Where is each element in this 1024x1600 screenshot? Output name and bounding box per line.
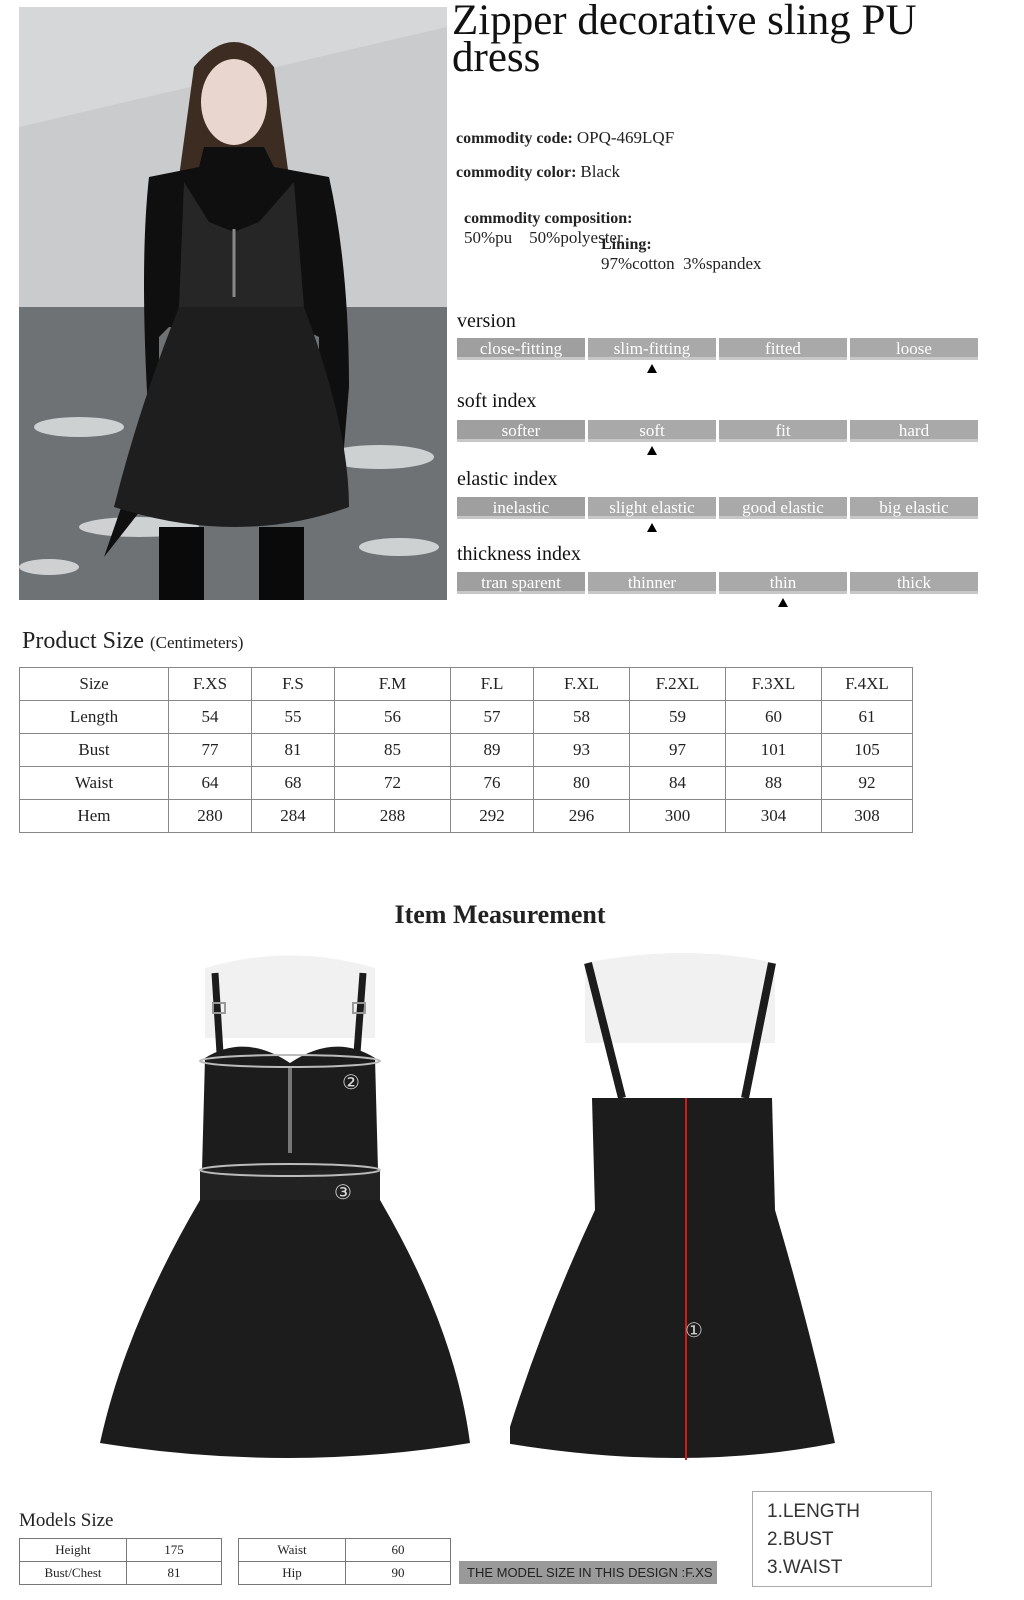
bust-value: 81	[127, 1562, 222, 1585]
table-cell: 89	[451, 734, 534, 767]
table-cell: 60	[726, 701, 822, 734]
commodity-code-label: commodity code:	[456, 130, 573, 147]
thickness-index-option: thinner	[588, 572, 716, 594]
version-marker	[647, 364, 657, 373]
lining-row	[593, 218, 762, 274]
table-cell: 280	[169, 800, 252, 833]
thickness-index-title: thickness index	[457, 543, 581, 565]
table-cell: 54	[169, 701, 252, 734]
table-cell: Bust	[20, 734, 169, 767]
elastic-index-title: elastic index	[457, 468, 558, 490]
table-cell: 292	[451, 800, 534, 833]
table-cell: 92	[822, 767, 913, 800]
thickness-index-option: tran sparent	[457, 572, 585, 594]
commodity-color-row	[456, 162, 620, 182]
legend-item: 3.WAIST	[767, 1557, 843, 1578]
table-cell: 56	[335, 701, 451, 734]
table-cell: 61	[822, 701, 913, 734]
soft-index-option: fit	[719, 420, 847, 442]
commodity-color-value: Black	[580, 162, 621, 181]
table-row	[239, 1539, 451, 1562]
model-size-table-right	[238, 1538, 451, 1585]
table-cell: 300	[630, 800, 726, 833]
table-header-cell: F.3XL	[726, 668, 822, 701]
version-option: loose	[850, 338, 978, 360]
table-row	[20, 701, 913, 734]
commodity-color-label: commodity color:	[456, 164, 577, 181]
thickness-index-marker	[778, 598, 788, 607]
table-cell: 304	[726, 800, 822, 833]
version-option: close-fitting	[457, 338, 585, 360]
table-cell: 58	[534, 701, 630, 734]
measurement-legend	[752, 1491, 932, 1587]
hip-value: 90	[346, 1562, 451, 1585]
table-header-cell: F.2XL	[630, 668, 726, 701]
table-row	[20, 767, 913, 800]
table-cell: 77	[169, 734, 252, 767]
models-size-title: Models Size	[19, 1510, 114, 1531]
elastic-index-option: inelastic	[457, 497, 585, 519]
elastic-index-scale	[457, 497, 1000, 533]
bust-marker: ②	[342, 1072, 360, 1094]
thickness-index-option: thin	[719, 572, 847, 594]
table-cell: 55	[252, 701, 335, 734]
table-cell: 84	[630, 767, 726, 800]
version-option: slim-fitting	[588, 338, 716, 360]
table-header-cell: F.4XL	[822, 668, 913, 701]
lining-value: 97%cotton 3%spandex	[601, 254, 762, 273]
product-title: Zipper decorative sling PU dress	[452, 0, 917, 81]
table-cell: 80	[534, 767, 630, 800]
waist-label: Waist	[239, 1539, 346, 1562]
commodity-composition-label: commodity composition:	[464, 210, 633, 227]
length-marker: ①	[685, 1320, 703, 1342]
table-cell: 76	[451, 767, 534, 800]
table-cell: 85	[335, 734, 451, 767]
table-cell: 296	[534, 800, 630, 833]
table-row	[20, 800, 913, 833]
elastic-index-marker	[647, 523, 657, 532]
table-cell: Hem	[20, 800, 169, 833]
legend-item: 1.LENGTH	[767, 1501, 860, 1522]
model-size-note: THE MODEL SIZE IN THIS DESIGN :F.XS	[459, 1561, 717, 1584]
soft-index-title: soft index	[457, 390, 537, 412]
elastic-index-option: big elastic	[850, 497, 978, 519]
item-measurement-title: Item Measurement	[394, 900, 606, 929]
table-row	[20, 734, 913, 767]
table-header-cell: F.M	[335, 668, 451, 701]
waist-marker: ③	[334, 1182, 352, 1204]
table-cell: 93	[534, 734, 630, 767]
dress-back-view	[510, 948, 860, 1493]
soft-index-scale	[457, 420, 1000, 456]
soft-index-marker	[647, 446, 657, 455]
table-cell: 64	[169, 767, 252, 800]
table-row	[20, 1562, 222, 1585]
dress-front-view	[95, 948, 485, 1493]
height-label: Height	[20, 1539, 127, 1562]
table-cell: 105	[822, 734, 913, 767]
lining-label: Lining:	[601, 236, 652, 253]
product-size-unit: (Centimeters)	[149, 633, 244, 652]
elastic-index-option: slight elastic	[588, 497, 716, 519]
legend-item: 2.BUST	[767, 1529, 834, 1550]
table-header-cell: Size	[20, 668, 169, 701]
waist-value: 60	[346, 1539, 451, 1562]
height-value: 175	[127, 1539, 222, 1562]
table-cell: 57	[451, 701, 534, 734]
table-header-cell: F.L	[451, 668, 534, 701]
table-row	[239, 1562, 451, 1585]
table-header-cell: F.S	[252, 668, 335, 701]
version-title: version	[457, 310, 516, 332]
version-option: fitted	[719, 338, 847, 360]
model-photo	[19, 7, 447, 600]
table-cell: 308	[822, 800, 913, 833]
table-row	[20, 1539, 222, 1562]
table-cell: 284	[252, 800, 335, 833]
product-size-heading	[22, 628, 243, 655]
table-header-cell: F.XS	[169, 668, 252, 701]
soft-index-option: hard	[850, 420, 978, 442]
table-cell: 101	[726, 734, 822, 767]
table-cell: Waist	[20, 767, 169, 800]
product-size-title: Product Size	[22, 628, 144, 654]
table-cell: 72	[335, 767, 451, 800]
table-header-cell: F.XL	[534, 668, 630, 701]
hip-label: Hip	[239, 1562, 346, 1585]
table-cell: Length	[20, 701, 169, 734]
thickness-index-option: thick	[850, 572, 978, 594]
soft-index-option: softer	[457, 420, 585, 442]
table-cell: 59	[630, 701, 726, 734]
table-header-row	[20, 668, 913, 701]
soft-index-option: soft	[588, 420, 716, 442]
thickness-index-scale	[457, 572, 1000, 608]
commodity-code-row	[456, 128, 674, 148]
product-size-table	[19, 667, 913, 833]
commodity-code-value: OPQ-469LQF	[576, 128, 675, 147]
table-cell: 288	[335, 800, 451, 833]
elastic-index-option: good elastic	[719, 497, 847, 519]
model-size-table-left	[19, 1538, 222, 1585]
table-cell: 81	[252, 734, 335, 767]
bust-label: Bust/Chest	[20, 1562, 127, 1585]
table-cell: 88	[726, 767, 822, 800]
commodity-composition-value: 50%pu 50%polyester	[464, 228, 623, 247]
table-cell: 97	[630, 734, 726, 767]
table-cell: 68	[252, 767, 335, 800]
version-scale	[457, 338, 1000, 374]
